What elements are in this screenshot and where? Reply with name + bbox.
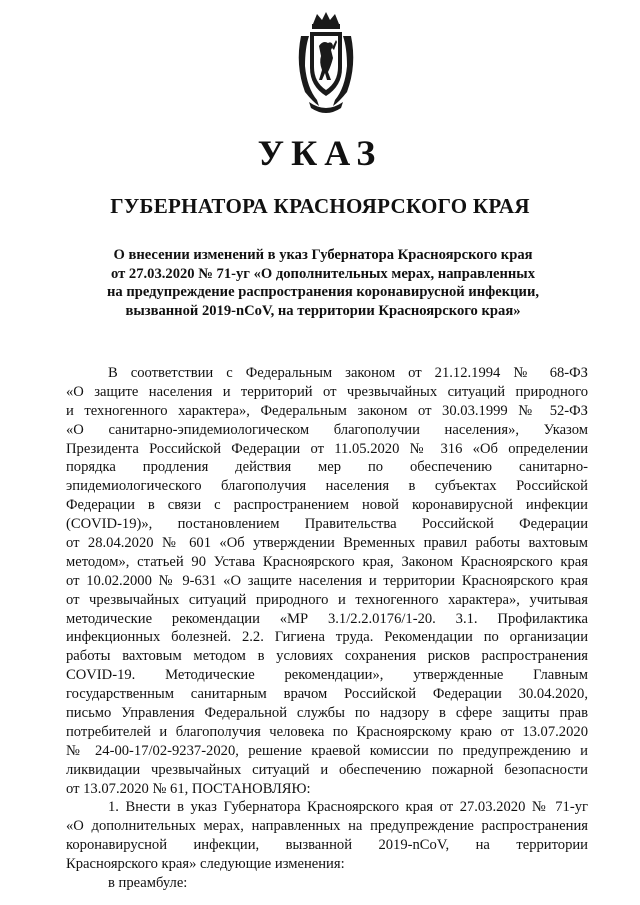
heading-line: на предупреждение распространения коронавирусной инфекции, — [106, 284, 540, 300]
body-line: потребителей и благополучия человека по Красноярскому краю от 13.07.2020 — [66, 723, 588, 740]
body-line: (COVID-19)», постановлением Правительства Российской Федерации — [66, 516, 588, 533]
body-line: государственным санитарным врачом Российской Федерации 30.04.2020, — [66, 686, 588, 703]
body-line: от 28.04.2020 № 601 «Об утверждении Временных правил работы вахтовым — [66, 535, 588, 552]
body-line: COVID-19. Методические рекомендации», утвержденные Главным — [66, 667, 588, 684]
body-line: № 24-00-17/02-9237-2020, решение краевой комиссии по предупреждению и — [66, 742, 588, 759]
body-line: от чрезвычайных ситуаций природного и техногенного характера», учитывая — [66, 591, 588, 608]
body-line: от 10.02.2000 № 9-631 «О защите населения и территории Красноярского края — [66, 572, 588, 589]
document-subtitle: ГУБЕРНАТОРА КРАСНОЯРСКОГО КРАЯ — [110, 194, 530, 218]
body-line: «О защите населения и территорий от чрезвычайных ситуаций природного — [66, 383, 588, 400]
body-line: письмо Управления Федеральной службы по надзору в сфере защиты прав — [66, 705, 588, 722]
body-line: инфекционных болезней. 2.2. Гигиена труда. Рекомендации по организации — [66, 629, 588, 646]
body-line: методом», статьей 90 Устава Красноярского края, Законом Красноярского края — [66, 553, 588, 570]
body-line: Федерации в связи с распространением новой коронавирусной инфекции — [66, 497, 588, 514]
body-line: от 13.07.2020 № 61, ПОСТАНОВЛЯЮ: — [66, 780, 311, 797]
body-line: в преамбуле: — [108, 875, 188, 892]
body-line: методические рекомендации «МР 3.1/2.2.0176/1-20. 3.1. Профилактика — [66, 610, 588, 627]
body-line: и техногенного характера», Федеральным законом от 30.03.1999 № 52-ФЗ — [66, 402, 588, 419]
heading-line: О внесении изменений в указ Губернатора Красноярского края — [113, 247, 533, 263]
heading-line: вызванной 2019-nCoV, на территории Красноярского края» — [125, 302, 521, 319]
coat-of-arms-icon — [295, 10, 357, 120]
decree-heading — [80, 246, 566, 320]
body-line: порядка продления действия мер по обеспечению санитарно- — [66, 459, 588, 476]
body-line: коронавирусной инфекции, вызванной 2019-nCoV, на территории — [66, 837, 588, 854]
body-line: В соответствии с Федеральным законом от 21.12.1994 № 68-ФЗ — [108, 365, 588, 381]
heading-line: от 27.03.2020 № 71-уг «О дополнительных мерах, направленных — [111, 265, 535, 282]
body-line: Красноярского края» следующие изменения: — [66, 856, 345, 873]
body-line: ликвидации чрезвычайных ситуаций и обеспечению пожарной безопасности — [66, 761, 588, 778]
body-line: эпидемиологического благополучия населения в субъектах Российской — [66, 478, 588, 495]
body-line: Президента Российской Федерации от 11.05.2020 № 316 «Об определении — [66, 440, 588, 457]
decree-body — [66, 364, 588, 893]
body-line: 1. Внести в указ Губернатора Красноярского края от 27.03.2020 № 71-уг — [108, 799, 588, 816]
body-line: «О дополнительных мерах, направленных на предупреждение распространения — [66, 818, 588, 835]
body-line: работы вахтовым методом в условиях сохранения рисков распространения — [66, 648, 588, 665]
document-title: УКАЗ — [257, 133, 383, 173]
body-line: «О санитарно-эпидемиологическом благополучии населения», Указом — [66, 421, 588, 438]
